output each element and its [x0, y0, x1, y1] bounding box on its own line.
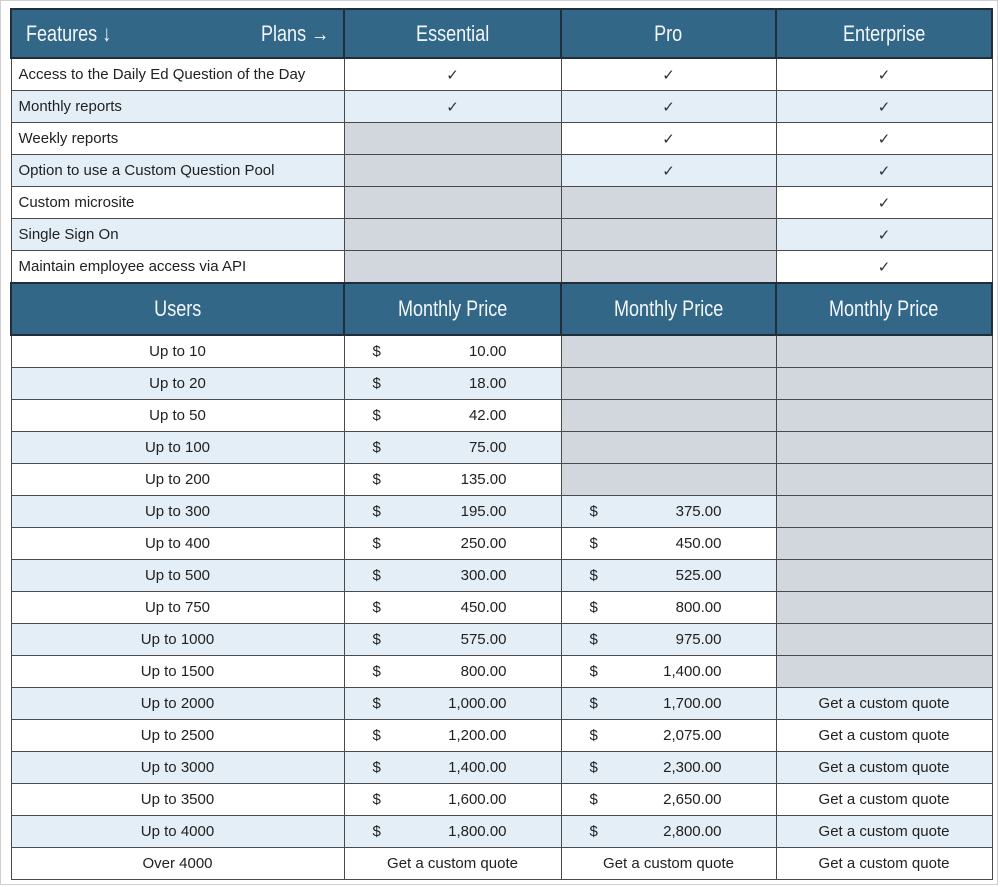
plan-pro-header: Pro [561, 9, 776, 58]
currency-symbol: $ [372, 823, 381, 840]
currency-symbol: $ [589, 599, 598, 616]
price-amount: 75.00 [468, 439, 507, 456]
na-cell [561, 251, 776, 284]
currency-symbol: $ [372, 407, 381, 424]
price-amount: 250.00 [460, 535, 507, 552]
pricing-row [11, 592, 992, 624]
price-wrap [345, 567, 561, 584]
quote-cell: Get a custom quote [776, 720, 992, 752]
plans-label: Plans → [260, 20, 329, 46]
price-amount: 135.00 [460, 471, 507, 488]
price-cell [344, 784, 561, 816]
currency-symbol: $ [589, 727, 598, 744]
price-amount: 975.00 [675, 631, 722, 648]
check-icon: ✓ [446, 98, 459, 116]
plan-essential-header: Essential [344, 9, 561, 58]
quote-cell: Get a custom quote [776, 752, 992, 784]
price-amount: 2,800.00 [663, 823, 722, 840]
check-icon: ✓ [662, 130, 675, 148]
check-icon: ✓ [662, 162, 675, 180]
price-cell [344, 624, 561, 656]
currency-symbol: $ [372, 727, 381, 744]
na-cell [561, 464, 776, 496]
check-icon: ✓ [877, 194, 891, 212]
currency-symbol: $ [589, 535, 598, 552]
price-cell [561, 688, 776, 720]
price-cell [561, 624, 776, 656]
price-cell [344, 335, 561, 368]
price-wrap [562, 759, 776, 776]
price-wrap [562, 567, 776, 584]
currency-symbol: $ [372, 695, 381, 712]
na-cell [776, 464, 992, 496]
currency-symbol: $ [372, 439, 381, 456]
check-icon: ✓ [662, 66, 675, 84]
users-header-row [11, 283, 992, 335]
plan-feature-cell [561, 91, 776, 123]
price-amount: 1,600.00 [448, 791, 507, 808]
price-wrap [562, 535, 776, 552]
currency-symbol: $ [372, 663, 381, 680]
currency-symbol: $ [372, 343, 381, 360]
quote-cell: Get a custom quote [776, 848, 992, 880]
plan-feature-cell [776, 187, 992, 219]
price-cell [561, 656, 776, 688]
price-cell [561, 560, 776, 592]
pricing-row [11, 464, 992, 496]
na-cell [776, 560, 992, 592]
na-cell [776, 592, 992, 624]
price-amount: 575.00 [460, 631, 507, 648]
na-cell [344, 155, 561, 187]
price-wrap [345, 759, 561, 776]
na-cell [776, 335, 992, 368]
price-wrap [345, 631, 561, 648]
feature-label: Monthly reports [11, 91, 344, 123]
na-cell [344, 123, 561, 155]
plan-feature-cell [776, 91, 992, 123]
users-column-header: Users [11, 283, 344, 335]
na-cell [776, 432, 992, 464]
pricing-row [11, 624, 992, 656]
currency-symbol: $ [372, 631, 381, 648]
feature-label: Access to the Daily Ed Question of the Day [11, 58, 344, 91]
user-tier-label: Up to 2000 [11, 688, 344, 720]
feature-label: Single Sign On [11, 219, 344, 251]
price-amount: 1,200.00 [448, 727, 507, 744]
price-amount: 18.00 [468, 375, 507, 392]
na-cell [776, 656, 992, 688]
monthly-price-header-pro: Monthly Price [561, 283, 776, 335]
user-tier-label: Up to 500 [11, 560, 344, 592]
price-wrap [345, 535, 561, 552]
plan-enterprise-header: Enterprise [776, 9, 992, 58]
quote-cell: Get a custom quote [776, 784, 992, 816]
features-label: Features ↓ [26, 20, 112, 46]
currency-symbol: $ [589, 631, 598, 648]
price-wrap [345, 503, 561, 520]
currency-symbol: $ [589, 503, 598, 520]
pricing-row [11, 656, 992, 688]
feature-row [11, 123, 992, 155]
price-wrap [562, 663, 776, 680]
plan-feature-cell [344, 58, 561, 91]
pricing-row [11, 432, 992, 464]
user-tier-label: Up to 3500 [11, 784, 344, 816]
feature-section [11, 58, 992, 283]
price-wrap [562, 695, 776, 712]
currency-symbol: $ [589, 567, 598, 584]
feature-row [11, 219, 992, 251]
price-wrap [345, 727, 561, 744]
currency-symbol: $ [589, 791, 598, 808]
plan-feature-cell [776, 58, 992, 91]
price-amount: 300.00 [460, 567, 507, 584]
price-amount: 1,700.00 [663, 695, 722, 712]
quote-cell: Get a custom quote [344, 848, 561, 880]
pricing-row [11, 784, 992, 816]
price-wrap [345, 695, 561, 712]
price-wrap [345, 823, 561, 840]
pricing-row [11, 335, 992, 368]
plan-feature-cell [776, 155, 992, 187]
price-cell [561, 528, 776, 560]
price-cell [344, 688, 561, 720]
pricing-row [11, 720, 992, 752]
na-cell [776, 528, 992, 560]
price-amount: 10.00 [468, 343, 507, 360]
pricing-row [11, 496, 992, 528]
price-cell [344, 816, 561, 848]
price-cell [344, 528, 561, 560]
currency-symbol: $ [372, 471, 381, 488]
plan-feature-cell [776, 219, 992, 251]
user-tier-label: Up to 100 [11, 432, 344, 464]
monthly-price-header-essential: Monthly Price [344, 283, 561, 335]
plan-feature-cell [344, 91, 561, 123]
na-cell [561, 400, 776, 432]
price-amount: 42.00 [468, 407, 507, 424]
user-tier-label: Up to 1500 [11, 656, 344, 688]
price-amount: 2,300.00 [663, 759, 722, 776]
pricing-row [11, 816, 992, 848]
na-cell [561, 368, 776, 400]
check-icon: ✓ [877, 162, 891, 180]
na-cell [344, 251, 561, 284]
plan-feature-cell [561, 123, 776, 155]
feature-label: Custom microsite [11, 187, 344, 219]
price-amount: 2,650.00 [663, 791, 722, 808]
user-tier-label: Up to 10 [11, 335, 344, 368]
na-cell [776, 400, 992, 432]
user-tier-label: Up to 20 [11, 368, 344, 400]
user-tier-label: Up to 400 [11, 528, 344, 560]
user-tier-label: Up to 4000 [11, 816, 344, 848]
na-cell [344, 219, 561, 251]
price-cell [561, 784, 776, 816]
feature-label: Weekly reports [11, 123, 344, 155]
features-plans-header-cell [11, 9, 344, 58]
na-cell [561, 335, 776, 368]
price-wrap [562, 631, 776, 648]
price-cell [344, 560, 561, 592]
price-wrap [345, 599, 561, 616]
price-wrap [562, 823, 776, 840]
feature-label: Option to use a Custom Question Pool [11, 155, 344, 187]
na-cell [344, 187, 561, 219]
feature-label: Maintain employee access via API [11, 251, 344, 284]
price-amount: 1,000.00 [448, 695, 507, 712]
monthly-price-header-enterprise: Monthly Price [776, 283, 992, 335]
price-cell [344, 432, 561, 464]
feature-row [11, 155, 992, 187]
price-amount: 2,075.00 [663, 727, 722, 744]
currency-symbol: $ [372, 535, 381, 552]
currency-symbol: $ [589, 663, 598, 680]
feature-row [11, 187, 992, 219]
na-cell [561, 432, 776, 464]
pricing-row [11, 848, 992, 880]
check-icon: ✓ [877, 258, 891, 276]
currency-symbol: $ [372, 567, 381, 584]
plans-header-row [11, 9, 992, 58]
currency-symbol: $ [372, 599, 381, 616]
price-cell [561, 592, 776, 624]
quote-cell: Get a custom quote [561, 848, 776, 880]
price-amount: 1,800.00 [448, 823, 507, 840]
price-wrap [345, 663, 561, 680]
plan-feature-cell [561, 58, 776, 91]
price-wrap [562, 791, 776, 808]
feature-row [11, 91, 992, 123]
currency-symbol: $ [372, 759, 381, 776]
na-cell [561, 219, 776, 251]
pricing-section [11, 335, 992, 880]
quote-cell: Get a custom quote [776, 816, 992, 848]
price-amount: 525.00 [675, 567, 722, 584]
price-cell [344, 752, 561, 784]
user-tier-label: Up to 2500 [11, 720, 344, 752]
price-cell [561, 816, 776, 848]
price-cell [344, 368, 561, 400]
plan-feature-cell [776, 251, 992, 284]
user-tier-label: Up to 50 [11, 400, 344, 432]
currency-symbol: $ [589, 759, 598, 776]
user-tier-label: Up to 3000 [11, 752, 344, 784]
price-cell [561, 496, 776, 528]
price-wrap [562, 727, 776, 744]
check-icon: ✓ [446, 66, 459, 84]
pricing-row [11, 752, 992, 784]
check-icon: ✓ [662, 98, 675, 116]
price-amount: 800.00 [675, 599, 722, 616]
currency-symbol: $ [372, 375, 381, 392]
currency-symbol: $ [372, 791, 381, 808]
price-cell [561, 720, 776, 752]
price-cell [344, 720, 561, 752]
price-wrap [562, 503, 776, 520]
plan-feature-cell [561, 155, 776, 187]
na-cell [776, 368, 992, 400]
price-amount: 450.00 [675, 535, 722, 552]
check-icon: ✓ [877, 66, 891, 84]
price-wrap [345, 375, 561, 392]
check-icon: ✓ [877, 98, 891, 116]
price-amount: 450.00 [460, 599, 507, 616]
price-wrap [562, 599, 776, 616]
price-amount: 195.00 [460, 503, 507, 520]
price-wrap [345, 439, 561, 456]
pricing-row [11, 688, 992, 720]
price-wrap [345, 791, 561, 808]
feature-row [11, 251, 992, 284]
price-cell [344, 400, 561, 432]
pricing-row [11, 368, 992, 400]
price-wrap [345, 343, 561, 360]
na-cell [561, 187, 776, 219]
quote-cell: Get a custom quote [776, 688, 992, 720]
price-amount: 800.00 [460, 663, 507, 680]
price-cell [344, 656, 561, 688]
price-amount: 1,400.00 [448, 759, 507, 776]
currency-symbol: $ [589, 695, 598, 712]
price-amount: 375.00 [675, 503, 722, 520]
price-wrap [345, 471, 561, 488]
price-wrap [345, 407, 561, 424]
check-icon: ✓ [877, 130, 891, 148]
pricing-row [11, 400, 992, 432]
na-cell [776, 624, 992, 656]
pricing-row [11, 528, 992, 560]
na-cell [776, 496, 992, 528]
user-tier-label: Over 4000 [11, 848, 344, 880]
price-amount: 1,400.00 [663, 663, 722, 680]
feature-row [11, 58, 992, 91]
price-cell [344, 464, 561, 496]
user-tier-label: Up to 300 [11, 496, 344, 528]
currency-symbol: $ [589, 823, 598, 840]
plan-feature-cell [776, 123, 992, 155]
price-cell [344, 592, 561, 624]
pricing-table [10, 8, 993, 880]
price-cell [344, 496, 561, 528]
user-tier-label: Up to 1000 [11, 624, 344, 656]
user-tier-label: Up to 200 [11, 464, 344, 496]
currency-symbol: $ [372, 503, 381, 520]
user-tier-label: Up to 750 [11, 592, 344, 624]
check-icon: ✓ [877, 226, 891, 244]
price-cell [561, 752, 776, 784]
pricing-row [11, 560, 992, 592]
